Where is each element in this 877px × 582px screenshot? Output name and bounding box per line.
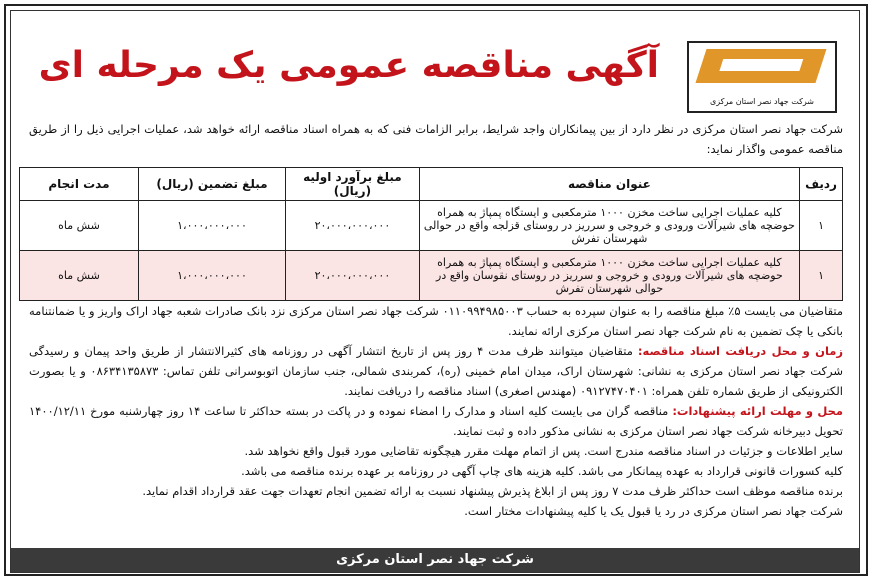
ad-inner-frame	[10, 10, 860, 573]
ad-headline: آگهی مناقصه عمومی یک مرحله ای	[38, 45, 659, 86]
row-number: ۱	[800, 201, 843, 251]
header-guarantee: مبلغ تضمین (ریال)	[138, 168, 285, 201]
submission-label: محل و مهلت ارائه پیشنهادات:	[672, 404, 844, 418]
rights-paragraph: شرکت جهاد نصر استان مرکزی در رد یا قبول یک یا کلیه پیشنهادات مختار است.	[464, 504, 843, 518]
tender-table	[19, 167, 843, 301]
intro-paragraph: شرکت جهاد نصر استان مرکزی در نظر دارد از بین پیمانکاران واجد شرایط، برابر الزامات فنی که به همراه اسناد مناقصه ارائه خواهد شد، عملیات اجرایی ذیل را از طریق مناقصه عمومی واگذار نماید:	[29, 122, 843, 156]
row-duration: شش ماه	[20, 251, 139, 301]
submission-paragraph	[29, 401, 843, 441]
row-guarantee: ۱،۰۰۰،۰۰۰،۰۰۰	[138, 201, 285, 251]
row-title: کلیه عملیات اجرایی ساخت مخزن ۱۰۰۰ مترمکعبی و ایستگاه پمپاژ به همراه حوضچه های شیرآلات ورودی و خروجی و سرریز در روستای نقوسان واقع در حوالی شهرستان تفرش	[419, 251, 799, 301]
table-row	[20, 201, 843, 251]
details-paragraph: سایر اطلاعات و جزئیات در اسناد مناقصه مندرج است. پس از اتمام مهلت مقرر هیچگونه تقاضایی مورد قبول واقع نخواهد شد.	[244, 444, 843, 458]
conditions-section	[29, 301, 843, 521]
table-header-row	[20, 168, 843, 201]
documents-paragraph	[29, 341, 843, 401]
documents-label: زمان و محل دریافت اسناد مناقصه:	[637, 344, 843, 358]
row-estimate: ۲۰،۰۰۰،۰۰۰،۰۰۰	[286, 201, 420, 251]
row-guarantee: ۱،۰۰۰،۰۰۰،۰۰۰	[138, 251, 285, 301]
logo-mark-icon	[695, 49, 826, 83]
header-duration: مدت انجام	[20, 168, 139, 201]
submission-text: مناقصه گران می بایست کلیه اسناد و مدارک را امضاء نموده و در پاکت در بسته حداکثر تا ساعت ۱۴ روز چهارشنبه مورخ ۱۴۰۰/۱۲/۱۱ تحویل دبیرخانه شرکت جهاد نصر استان مرکزی به نشانی مذکور داده و ثبت نمایند.	[29, 404, 843, 438]
footer-bar: شرکت جهاد نصر استان مرکزی	[11, 548, 859, 572]
row-estimate: ۲۰،۰۰۰،۰۰۰،۰۰۰	[286, 251, 420, 301]
header-title: عنوان مناقصه	[419, 168, 799, 201]
company-logo	[687, 41, 837, 113]
row-title: کلیه عملیات اجرایی ساخت مخزن ۱۰۰۰ مترمکعبی و ایستگاه پمپاژ به همراه حوضچه های شیرآلات ورودی و خروجی و سرریز در روستای قزلجه واقع در حوالی شهرستان تفرش	[419, 201, 799, 251]
deposit-paragraph: متقاضیان می بایست ۵٪ مبلغ مناقصه را به عنوان سپرده به حساب ۰۱۱۰۹۹۴۹۸۵۰۰۳ شرکت جهاد نصر استان مرکزی نزد بانک صادرات شعبه جهاد اراک واریز و یا ضمانتنامه بانکی یا چک تضمین به نام شرکت جهاد نصر استان مرکزی ارائه نمایند.	[29, 304, 844, 338]
row-duration: شش ماه	[20, 201, 139, 251]
header-row-number: ردیف	[800, 168, 843, 201]
table-row	[20, 251, 843, 301]
deductions-paragraph: کلیه کسورات قانونی قرارداد به عهده پیمانکار می باشد. کلیه هزینه های چاپ آگهی در روزنامه بر عهده برنده مناقصه می باشد.	[241, 464, 843, 478]
documents-text: متقاضیان میتوانند ظرف مدت ۴ روز پس از تاریخ انتشار آگهی در روزنامه های کثیرالانتشار از طریق واحد پیمان و رسیدگی شرکت جهاد نصر استان مرکزی به نشانی: شهرستان اراک، میدان امام خمینی (ره)، کمربندی شمالی، جنب سازمان اتوبوسرانی تلفن تماس: ۰۸۶۳۴۱۳۵۸۷۳ و یا بصورت الکترونیکی از طریق شماره تلفن همراه: ۰۹۱۲۷۴۷۰۴۰۱ (مهندس اصغری) اسناد مناقصه را دریافت نمایند.	[29, 344, 844, 398]
header-estimate: مبلغ برآورد اولیه (ریال)	[286, 168, 420, 201]
logo-org-text: شرکت جهاد نصر استان مرکزی	[710, 97, 814, 107]
winner-paragraph: برنده مناقصه موظف است حداکثر ظرف مدت ۷ روز پس از ابلاغ پذیرش پیشنهاد نسبت به ارائه تضمین انجام تعهدات جهت عقد قرارداد اقدام نماید.	[142, 484, 843, 498]
row-number: ۱	[800, 251, 843, 301]
